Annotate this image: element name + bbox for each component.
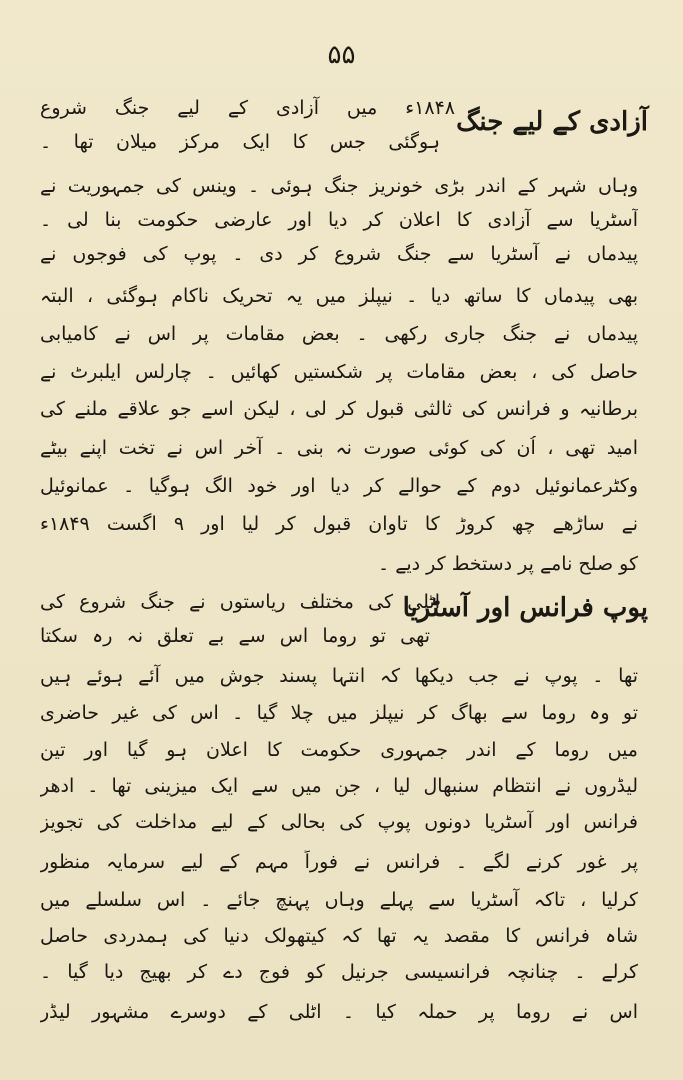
text-line: تھا ۔ پوپ نے جب دیکھا کہ انتہا پسند جوش میں آئے ہوئے ہیں [40,665,638,687]
page-number: ۵۵ [327,40,356,70]
text-line: پر غور کرنے لگے ۔ فرانس نے فوراً مہم کے لیے سرمایہ منظور [40,851,638,873]
text-line: فرانس اور آسٹریا دونوں پوپ کی بحالی کے لیے مداخلت کی تجویز [40,811,638,833]
text-line: امید تھی ، اُن کی کوئی صورت نہ بنی ۔ آخر اس نے تخت اپنے بیٹے [40,437,638,459]
text-line: لیڈروں نے انتظام سنبھال لیا ، جن میں سے ایک میزینی تھا ۔ ادھر [40,775,638,797]
text-line: کرلیا ، تاکہ آسٹریا سے پہلے وہاں پہنچ جائے ۔ اس سلسلے میں [40,889,638,911]
text-line: ۱۸۴۸ء میں آزادی کے لیے جنگ شروع [40,97,455,119]
text-line: آسٹریا سے آزادی کا اعلان کر دیا اور عارضی حکومت بنا لی ۔ [40,209,638,231]
text-line: اس نے روما پر حملہ کیا ۔ اٹلی کے دوسرے مشہور لیڈر [40,1001,638,1023]
text-line: تو وہ روما سے بھاگ کر نیپلز میں چلا گیا ۔ اس کی غیر حاضری [40,702,638,724]
text-line: وکٹرعمانوئیل دوم کے حوالے کر دیا اور خود الگ ہوگیا ۔ عمانوئیل [40,475,638,497]
text-line: تھی تو روما اس سے بے تعلق نہ رہ سکتا [40,625,430,647]
text-line: میں روما کے اندر جمہوری حکومت کا اعلان ہو گیا اور تین [40,739,638,761]
text-line: وہاں شہر کے اندر بڑی خونریز جنگ ہوئی ۔ وینس کی جمہوریت نے [40,175,638,197]
text-line: اٹلی کی مختلف ریاستوں نے جنگ شروع کی [40,591,440,613]
text-line: ہوگئی جس کا ایک مرکز میلان تھا ۔ [40,131,440,153]
text-line: نے ساڑھے چھ کروڑ کا تاوان قبول کر لیا اور ۹ اگست ۱۸۴۹ء [40,513,638,535]
section-heading-freedom-war: آزادی کے لیے جنگ [456,107,648,137]
text-line: کو صلح نامے پر دستخط کر دیے ۔ [378,553,638,575]
text-line: پیدماں نے جنگ جاری رکھی ۔ بعض مقامات پر اس نے کامیابی [40,323,638,345]
section-heading-pope-france-austria: پوپ فرانس اور آسٹریا [402,593,648,623]
text-line: برطانیہ و فرانس کی ثالثی قبول کر لی ، لیکن اسے جو علاقے ملنے کی [40,398,638,420]
text-line: پیدماں نے آسٹریا سے جنگ شروع کر دی ۔ پوپ کی فوجوں نے [40,243,638,265]
text-line: بھی پیدماں کا ساتھ دیا ۔ نیپلز میں یہ تحریک ناکام ہوگئی ، البتہ [40,285,638,307]
text-line: شاہ فرانس کا مقصد یہ تھا کہ کیتھولک دنیا کی ہمدردی حاصل [40,925,638,947]
text-line: حاصل کی ، بعض مقامات پر شکستیں کھائیں ۔ چارلس ایلبرٹ نے [40,361,638,383]
text-line: کرلے ۔ چنانچہ فرانسیسی جرنیل کو فوج دے کر بھیج دیا گیا ۔ [40,961,638,983]
